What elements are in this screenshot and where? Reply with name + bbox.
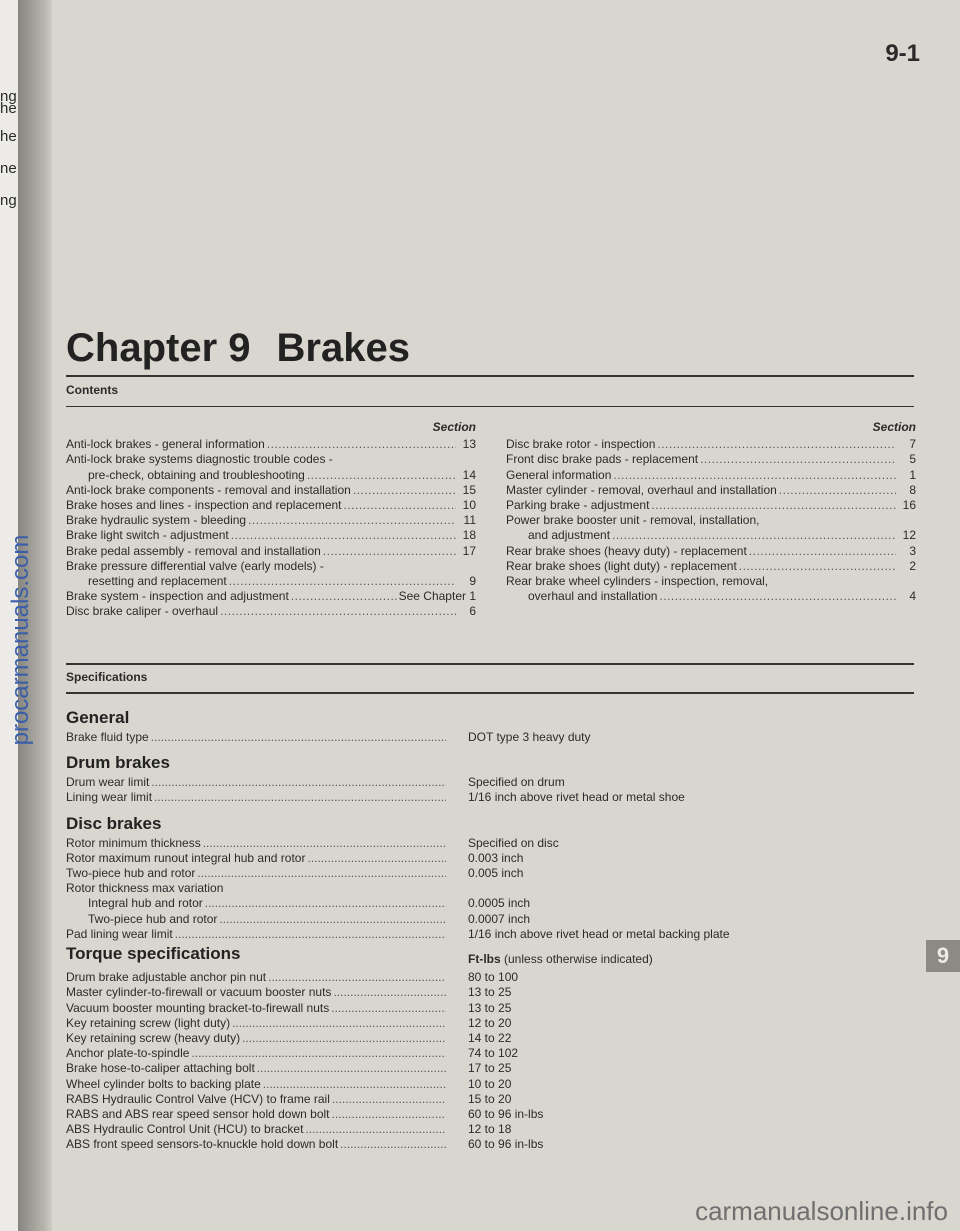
toc-entry-text: overhaul and installation	[528, 589, 658, 604]
torque-label-cell	[66, 1016, 446, 1031]
spec-row	[66, 896, 826, 911]
specifications-body	[66, 704, 826, 1153]
leader-dots	[219, 912, 446, 927]
spec-label-cell	[66, 851, 446, 866]
torque-row	[66, 1122, 826, 1137]
torque-row	[66, 1107, 826, 1122]
toc-entry-section: 2	[909, 558, 916, 573]
spine-fragment: ne	[0, 160, 17, 177]
torque-value: 14 to 22	[468, 1031, 512, 1046]
spec-row	[66, 790, 826, 805]
spec-label-cell	[66, 730, 446, 745]
toc-entry-section: 16	[902, 498, 916, 513]
chapter-label: Chapter 9	[66, 326, 251, 370]
leader-dots	[154, 790, 446, 805]
leader-dots	[229, 574, 456, 589]
spec-label-cell	[66, 790, 446, 805]
spec-label-cell	[66, 866, 446, 881]
torque-label: Key retaining screw (heavy duty)	[66, 1031, 241, 1046]
torque-value: 13 to 25	[468, 985, 512, 1000]
leader-dots	[151, 730, 446, 745]
contents-rule	[66, 406, 914, 407]
leader-dots	[779, 483, 896, 498]
spec-value: 1/16 inch above rivet head or metal backing plate	[468, 926, 730, 941]
spine-fragment: ng	[0, 192, 17, 209]
spec-group-title: General	[66, 708, 130, 727]
leader-dots	[353, 483, 456, 498]
leader-dots	[739, 559, 896, 574]
torque-label-cell	[66, 1046, 446, 1061]
toc-entry	[66, 589, 476, 604]
spec-value: 0.0005 inch	[468, 896, 531, 911]
toc-entry	[506, 574, 916, 589]
toc-entry	[66, 544, 476, 559]
torque-label-cell	[66, 985, 446, 1000]
toc-entry-section: 1	[909, 467, 916, 482]
spec-label-cell	[66, 775, 446, 790]
torque-label-cell	[66, 1077, 446, 1092]
toc-entry	[506, 544, 916, 559]
torque-row	[66, 1046, 826, 1061]
leader-dots	[613, 468, 896, 483]
watermark-bottom: carmanualsonline.info	[695, 1196, 948, 1226]
toc-entry-section: See Chapter 1	[398, 589, 476, 604]
spec-row	[66, 730, 826, 745]
watermark-left: procarmanuals.com	[7, 534, 34, 746]
leader-dots	[248, 513, 456, 528]
leader-dots	[749, 544, 896, 559]
toc-entry-section: 18	[462, 528, 476, 543]
leader-dots	[344, 498, 457, 513]
toc-entry-text: Brake light switch - adjustment	[66, 528, 229, 543]
spec-label-cell	[66, 881, 446, 896]
toc-entry-section: 7	[909, 437, 916, 452]
toc-entry	[506, 483, 916, 498]
spec-label-cell	[66, 896, 446, 911]
torque-label-cell	[66, 1092, 446, 1107]
torque-label: Anchor plate-to-spindle	[66, 1046, 190, 1061]
toc-entry-text: Anti-lock brake systems diagnostic trouble codes -	[66, 452, 333, 467]
torque-value: 12 to 20	[468, 1015, 512, 1030]
spec-label: Rotor minimum thickness	[66, 835, 201, 850]
leader-dots	[332, 1092, 446, 1107]
leader-dots	[263, 1077, 446, 1092]
toc-entry	[506, 468, 916, 483]
specifications-top-rule	[66, 663, 914, 665]
specifications-heading: Specifications	[66, 670, 148, 684]
toc-entry	[66, 468, 476, 483]
torque-value: 80 to 100	[468, 970, 519, 985]
toc-left-list	[66, 437, 476, 619]
leader-dots	[659, 589, 896, 604]
toc-entry	[66, 574, 476, 589]
toc-entry	[66, 559, 476, 574]
toc-entry	[506, 559, 916, 574]
toc-entry-section: 14	[462, 467, 476, 482]
spec-label: Pad lining wear limit	[66, 926, 173, 941]
spec-value: 0.005 inch	[468, 866, 524, 881]
page-number: 9-1	[885, 40, 920, 67]
leader-dots	[267, 437, 456, 452]
toc-entry-section: 15	[462, 482, 476, 497]
torque-unit: Ft-lbs (unless otherwise indicated)	[468, 952, 653, 967]
leader-dots	[242, 1031, 446, 1046]
torque-value: 60 to 96 in-lbs	[468, 1137, 544, 1152]
toc-entry-text: Brake pedal assembly - removal and installation	[66, 543, 321, 558]
toc-right-column	[506, 420, 916, 604]
toc-entry-section: 5	[909, 452, 916, 467]
chapter-tab: 9	[926, 940, 960, 972]
spec-value: 0.0007 inch	[468, 911, 531, 926]
toc-right-list	[506, 437, 916, 604]
toc-entry	[66, 483, 476, 498]
spec-value: Specified on drum	[468, 775, 565, 790]
toc-entry-text: Parking brake - adjustment	[506, 498, 650, 513]
torque-value: 13 to 25	[468, 1000, 512, 1015]
spec-label: Two-piece hub and rotor	[66, 866, 196, 881]
torque-row	[66, 970, 826, 985]
toc-entry	[66, 437, 476, 452]
leader-dots	[268, 970, 446, 985]
torque-row	[66, 1016, 826, 1031]
spine-fragment: he	[0, 100, 17, 117]
spec-label-cell	[66, 836, 446, 851]
leader-dots	[700, 452, 896, 467]
spec-label: Two-piece hub and rotor	[88, 911, 218, 926]
spec-label: Integral hub and rotor	[88, 896, 203, 911]
leader-dots	[657, 437, 896, 452]
toc-entry	[506, 452, 916, 467]
toc-entry-section: 10	[462, 498, 476, 513]
torque-value: 17 to 25	[468, 1061, 512, 1076]
toc-entry-text: Brake system - inspection and adjustment	[66, 589, 289, 604]
torque-value: 10 to 20	[468, 1076, 512, 1091]
spec-value: DOT type 3 heavy duty	[468, 730, 591, 744]
leader-dots	[332, 1107, 447, 1122]
toc-entry	[66, 452, 476, 467]
torque-label-cell	[66, 1107, 446, 1122]
spine-fragment: he	[0, 128, 17, 145]
toc-entry	[66, 498, 476, 513]
leader-dots	[291, 589, 397, 604]
spec-value: 0.003 inch	[468, 850, 524, 865]
torque-rows	[66, 970, 826, 1152]
toc-entry	[506, 513, 916, 528]
leader-dots	[220, 604, 456, 619]
spec-label: Rotor maximum runout integral hub and rotor	[66, 850, 306, 865]
toc-entry-text: Master cylinder - removal, overhaul and installation	[506, 482, 777, 497]
toc-entry-section: 4	[909, 589, 916, 604]
toc-entry-text: Brake hydraulic system - bleeding	[66, 513, 247, 528]
torque-label: Master cylinder-to-firewall or vacuum booster nuts	[66, 985, 332, 1000]
torque-label: RABS Hydraulic Control Valve (HCV) to frame rail	[66, 1091, 330, 1106]
torque-label-cell	[66, 1001, 446, 1016]
torque-label: Drum brake adjustable anchor pin nut	[66, 970, 267, 985]
toc-entry	[66, 604, 476, 619]
spec-group-title: Disc brakes	[66, 813, 162, 833]
toc-entry-text: Brake hoses and lines - inspection and replacement	[66, 498, 342, 513]
torque-label-cell	[66, 1137, 446, 1152]
spec-label: Lining wear limit	[66, 790, 153, 805]
leader-dots	[305, 1122, 446, 1137]
leader-dots	[307, 468, 456, 483]
torque-value: 12 to 18	[468, 1122, 512, 1137]
spec-label: Rotor thickness max variation	[66, 881, 224, 896]
spec-groups	[66, 708, 826, 942]
leader-dots	[340, 1137, 446, 1152]
leader-dots	[203, 836, 446, 851]
spec-value	[446, 881, 468, 896]
toc-entry	[506, 528, 916, 543]
spec-row	[66, 866, 826, 881]
spec-label-cell	[66, 912, 446, 927]
torque-row	[66, 1137, 826, 1152]
torque-label: Wheel cylinder bolts to backing plate	[66, 1076, 261, 1091]
toc-entry	[506, 498, 916, 513]
contents-heading: Contents	[66, 383, 118, 397]
leader-dots	[612, 528, 896, 543]
toc-entry-section: 13	[462, 437, 476, 452]
leader-dots	[205, 896, 446, 911]
spec-row	[66, 881, 826, 896]
leader-dots	[151, 775, 446, 790]
torque-label-cell	[66, 970, 446, 985]
spec-label-cell	[66, 927, 446, 942]
leader-dots	[175, 927, 446, 942]
toc-entry-section: 6	[469, 604, 476, 619]
torque-label: ABS Hydraulic Control Unit (HCU) to bracket	[66, 1122, 304, 1137]
leader-dots	[232, 1016, 446, 1031]
title-rule	[66, 375, 914, 377]
toc-entry-text: and adjustment	[528, 528, 611, 543]
leader-dots	[231, 528, 456, 543]
toc-entry-text: pre-check, obtaining and troubleshooting	[88, 467, 305, 482]
leader-dots	[191, 1046, 446, 1061]
torque-title: Torque specifications	[66, 944, 241, 964]
toc-entry-text: Anti-lock brake components - removal and installation	[66, 482, 351, 497]
toc-entry-section: 12	[902, 528, 916, 543]
spec-row	[66, 836, 826, 851]
torque-label: Vacuum booster mounting bracket-to-firewall nuts	[66, 1000, 330, 1015]
torque-label-cell	[66, 1061, 446, 1076]
section-label-left: Section	[432, 420, 476, 434]
toc-entry-text: Front disc brake pads - replacement	[506, 452, 699, 467]
leader-dots	[323, 544, 456, 559]
spec-row	[66, 775, 826, 790]
toc-entry-text: Rear brake shoes (heavy duty) - replacement	[506, 543, 747, 558]
torque-row	[66, 1001, 826, 1016]
torque-value: 15 to 20	[468, 1091, 512, 1106]
torque-row	[66, 985, 826, 1000]
toc-entry-section: 17	[462, 543, 476, 558]
toc-entry	[506, 437, 916, 452]
toc-entry-text: Power brake booster unit - removal, installation,	[506, 513, 760, 528]
toc-entry-text: Rear brake shoes (light duty) - replacement	[506, 558, 737, 573]
toc-entry	[66, 528, 476, 543]
spec-row	[66, 927, 826, 942]
toc-entry-text: Rear brake wheel cylinders - inspection, removal,	[506, 574, 769, 589]
torque-label: RABS and ABS rear speed sensor hold down bolt	[66, 1107, 330, 1122]
torque-row	[66, 1077, 826, 1092]
torque-label: Brake hose-to-caliper attaching bolt	[66, 1061, 255, 1076]
toc-entry-text: Anti-lock brakes - general information	[66, 437, 265, 452]
spec-value: 1/16 inch above rivet head or metal shoe	[468, 790, 685, 805]
toc-entry-section: 3	[909, 543, 916, 558]
torque-label: ABS front speed sensors-to-knuckle hold down bolt	[66, 1137, 339, 1152]
torque-value: 60 to 96 in-lbs	[468, 1107, 544, 1122]
torque-row	[66, 1092, 826, 1107]
toc-entry-text: Disc brake caliper - overhaul	[66, 604, 219, 619]
spine-fragment: ng	[0, 88, 17, 105]
toc-entry-text: Brake pressure differential valve (early models) -	[66, 558, 324, 573]
chapter-title	[66, 326, 410, 371]
toc-entry	[66, 513, 476, 528]
leader-dots	[257, 1061, 446, 1076]
torque-row	[66, 1031, 826, 1046]
leader-dots	[333, 985, 446, 1000]
toc-entry-section: 8	[909, 482, 916, 497]
toc-entry-text: resetting and replacement	[88, 574, 227, 589]
chapter-name: Brakes	[276, 326, 410, 370]
leader-dots	[331, 1001, 446, 1016]
torque-label: Key retaining screw (light duty)	[66, 1015, 231, 1030]
spec-label: Drum wear limit	[66, 775, 150, 790]
spec-row	[66, 912, 826, 927]
toc-entry-section: 9	[469, 574, 476, 589]
section-label-right: Section	[872, 420, 916, 434]
toc-left-column	[66, 420, 476, 620]
torque-value: 74 to 102	[468, 1046, 519, 1061]
leader-dots	[197, 866, 446, 881]
spec-row	[66, 851, 826, 866]
toc-entry-text: General information	[506, 467, 612, 482]
specifications-rule	[66, 692, 914, 694]
torque-label-cell	[66, 1031, 446, 1046]
spec-label: Brake fluid type	[66, 730, 149, 744]
leader-dots	[307, 851, 446, 866]
spec-value: Specified on disc	[468, 835, 559, 850]
toc-entry	[506, 589, 916, 604]
torque-label-cell	[66, 1122, 446, 1137]
torque-row	[66, 1061, 826, 1076]
torque-header-row	[66, 946, 826, 967]
toc-entry-text: Disc brake rotor - inspection	[506, 437, 656, 452]
spec-group-title: Drum brakes	[66, 753, 170, 773]
toc-entry-section: 11	[463, 513, 476, 528]
leader-dots	[651, 498, 896, 513]
